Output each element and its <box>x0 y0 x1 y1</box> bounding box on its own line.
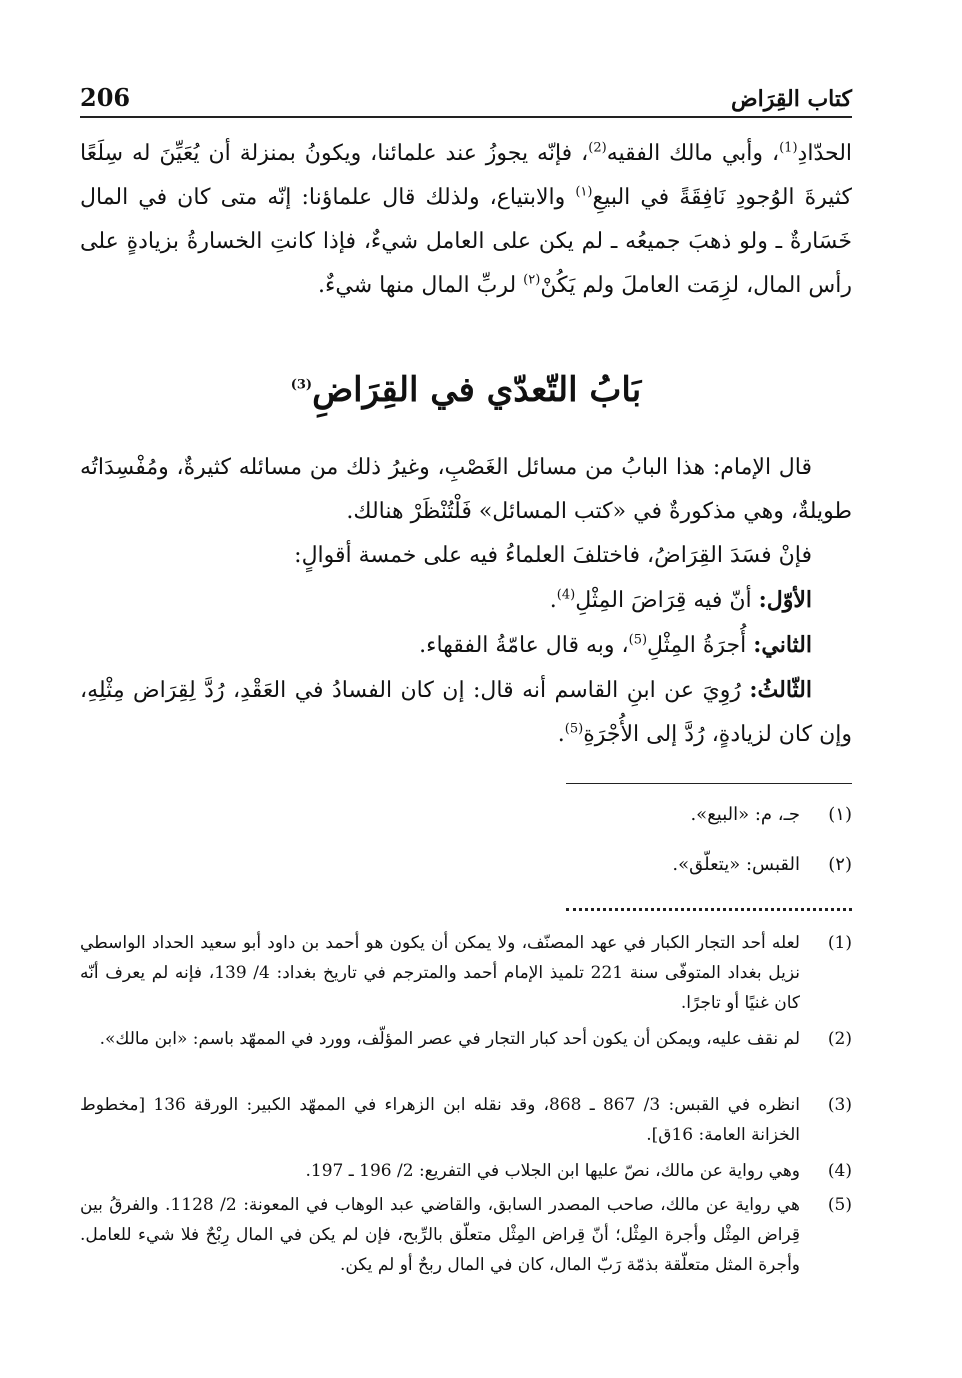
section-heading-note-ref: (3) <box>290 377 313 393</box>
footnote: (3) انظره في القبس: 3/ 867 ـ 868، وقد نقله ابن الزهراء في الممهّد الكبير: الورقة 136 [مخطوط الخزانة العامة: 16ق]. <box>80 1095 852 1145</box>
paragraph-opinions-intro: فإنْ فسَدَ القِرَاضُ، فاختلفَ العلماءُ فيه على خمسة أقوالٍ: <box>294 543 812 568</box>
paragraph-third-opinion: الثّالثُ: رُوِيَ عن ابنِ القاسم أنه قال: إن كان الفسادُ في العَقْدِ، رُدَّ لِقِرَاض مِثْلِهِ، وإن كان لزيادةٍ، رُدَّ إلى الأُجْرَةِ$^{(5)}$. <box>80 677 852 747</box>
variant-note: (٢) القبس: «يتعلّق». <box>672 854 852 875</box>
header-rule <box>80 116 852 118</box>
footnote: (5) هي رواية عن مالك، صاحب المصدر السابق، والقاضي عبد الوهاب في المعونة: 2/ 1128. والفرقُ بين قِراض المِثْل وأجرة المِثْل؛ أنّ قِراض المِثْل متعلّق بالرِّبح، فإن لم يكن في المال رِبْحٌ فلا شيء للعامل. وأجرة المثل متعلّقة بذمّة رَبّ المال، كان في المال ربحٌ أو لم يكن. <box>80 1195 852 1275</box>
paragraph-second-opinion: الثاني: أُجرَةُ المِثْلِ$^{(5)}$، وبه قال عامّةُ الفقهاء. <box>419 632 812 658</box>
paragraph-imam: قال الإمام: هذا البابُ من مسائل الغَصْبِ، وغيرُ ذلك من مسائله كثيرةٌ، ومُفْسِدَاتُه طويلةٌ، وهي مذكورةٌ في «كتب المسائل» فَلْتُنْظَرْ هنالك. <box>80 455 852 524</box>
continuation-paragraph <box>80 132 852 308</box>
paragraph-first-opinion: الأوّل: أنّ فيه قِرَاضَ المِثْلِ$^{(4)}$. <box>549 587 812 613</box>
footnote: (1) لعله أحد التجار الكبار في عهد المصنّف، ولا يمكن أن يكون هو أحمد بن داود أبو سعيد الحداد الواسطي نزيل بغداد المتوفّى سنة 221 تلميذ الإمام أحمد والمترجم في تاريخ بغداد: 4/ 139، فإنه لم يعرف أنّه كان غنيًا أو تاجرًا. <box>80 933 852 1013</box>
continuation-text: الحدّادِ$^{(1)}$، وأبي مالك الفقيه$^{(2)}$، فإنّه يجوزُ عند علمائنا، ويكونُ بمنزلة أن يُعَيِّنَ له سِلَعًا كثيرةَ الوُجودِ نَافِقَةً في البيعِ$^{(١)}$ والابتياع، ولذلك قال علماؤنا: إنّه متى كان في المال خَسَارةٌ ـ ولو ذهبَ جميعُه ـ لم يكن على العامل شيءٌ، فإذا كانتِ الخسارةُ بزيادةٍ على رأس المال، لزِمَت العاملَ ولم يَكُنْ$^{(٢)}$ لربِّ المال منها شيءٌ. <box>80 140 853 298</box>
footnote: (4) وهي رواية عن مالك، نصّ عليها ابن الجلاب في التفريع: 2/ 196 ـ 197. <box>305 1161 852 1181</box>
page-header <box>80 78 852 112</box>
running-title: كتاب القِرَاض <box>731 86 852 112</box>
page-number: 206 <box>80 83 131 112</box>
dotted-separator <box>566 908 852 911</box>
footnote-separator <box>566 783 852 784</box>
section-heading: بَابُ التّعدّي في القِرَاضِ$^{(3)}$ <box>290 370 642 410</box>
main-text <box>80 446 852 757</box>
variant-note: (١) جـ، م: «البيع». <box>690 804 852 825</box>
footnote: (2) لم نقف عليه، ويمكن أن يكون أحد كبار التجار في عصر المؤلّف، وورد في الممهّد باسم: «ابن مالك». <box>99 1029 852 1049</box>
